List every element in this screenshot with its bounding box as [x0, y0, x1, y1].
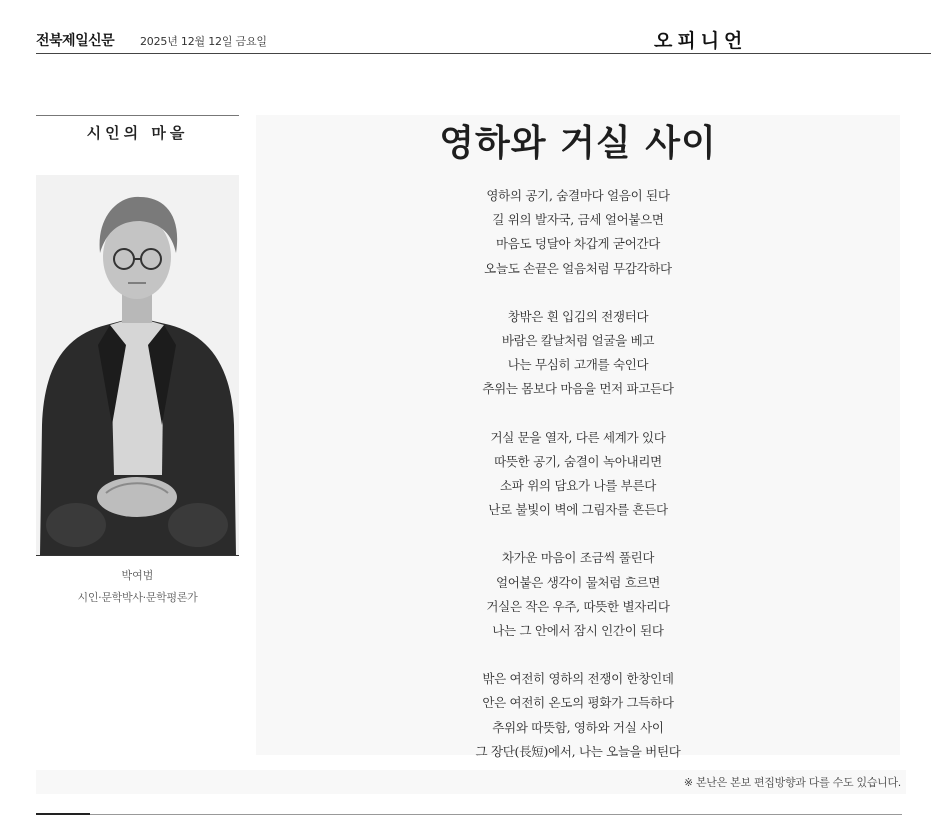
poem-line: 길 위의 발자국, 금세 얼어붙으면	[492, 212, 664, 228]
author-title: 시인·문학박사·문학평론가	[77, 591, 198, 604]
poem-line: 나는 무심히 고개를 숙인다	[507, 357, 649, 373]
poem-line: 바람은 칼날처럼 얼굴을 베고	[501, 333, 655, 349]
stanza-5	[256, 667, 900, 764]
stanza-2	[256, 305, 900, 402]
newspaper-name: 전북제일신문	[36, 33, 115, 49]
stanza-3	[256, 426, 900, 523]
poem-line: 거실은 작은 우주, 따뜻한 별자리다	[486, 598, 670, 614]
bottom-divider-accent	[36, 813, 90, 815]
poem-line: 차가운 마음이 조금씩 풀린다	[501, 550, 655, 566]
poem-line: 영하의 공기, 숨결마다 얼음이 된다	[486, 188, 670, 203]
author-photo	[36, 175, 239, 555]
stanza-4	[256, 546, 900, 643]
bottom-divider	[36, 814, 902, 815]
poem-line: 추위와 따뜻함, 영하와 거실 사이	[492, 719, 664, 735]
poem-title: 영하와 거실 사이	[439, 122, 717, 164]
page-header	[36, 26, 931, 52]
poem-line: 얼어붙은 생각이 물처럼 흐르면	[495, 574, 661, 590]
column-top-divider	[36, 115, 239, 116]
author-name: 박여범	[121, 569, 154, 582]
poem-line: 거실 문을 열자, 다른 세계가 있다	[490, 429, 666, 445]
issue-date: 2025년 12월 12일 금요일	[140, 35, 267, 48]
portrait-divider	[36, 555, 239, 556]
poem-line: 밖은 여전히 영하의 전쟁이 한창인데	[482, 671, 674, 687]
author-column	[36, 115, 239, 604]
poem-line: 나는 그 안에서 잠시 인간이 된다	[492, 623, 664, 639]
poem-line: 따뜻한 공기, 숨결이 녹아내리면	[494, 453, 662, 469]
poem-body	[256, 184, 900, 788]
poem-line: 그 장단(長短)에서, 나는 오늘을 버틴다	[475, 743, 681, 759]
stanza-1	[256, 184, 900, 281]
poem-line: 추위는 몸보다 마음을 먼저 파고든다	[482, 381, 674, 397]
poem-line: 오늘도 손끝은 얼음처럼 무감각하다	[484, 260, 672, 276]
header-divider	[36, 53, 931, 54]
poem-panel	[256, 115, 900, 759]
poem-line: 소파 위의 담요가 나를 부른다	[500, 478, 656, 494]
section-title: 오피니언	[654, 30, 748, 52]
poem-line: 창밖은 흰 입김의 전쟁터다	[507, 308, 649, 324]
column-name: 시인의 마을	[86, 124, 189, 142]
author-portrait-image	[36, 175, 239, 555]
poem-line: 마음도 덩달아 차갑게 굳어간다	[495, 236, 661, 252]
poem-line: 난로 불빛이 벽에 그림자를 흔든다	[488, 502, 668, 518]
poem-line: 안은 여전히 온도의 평화가 그득하다	[482, 695, 674, 711]
editorial-disclaimer: ※ 본난은 본보 편집방향과 다를 수도 있습니다.	[683, 776, 901, 789]
